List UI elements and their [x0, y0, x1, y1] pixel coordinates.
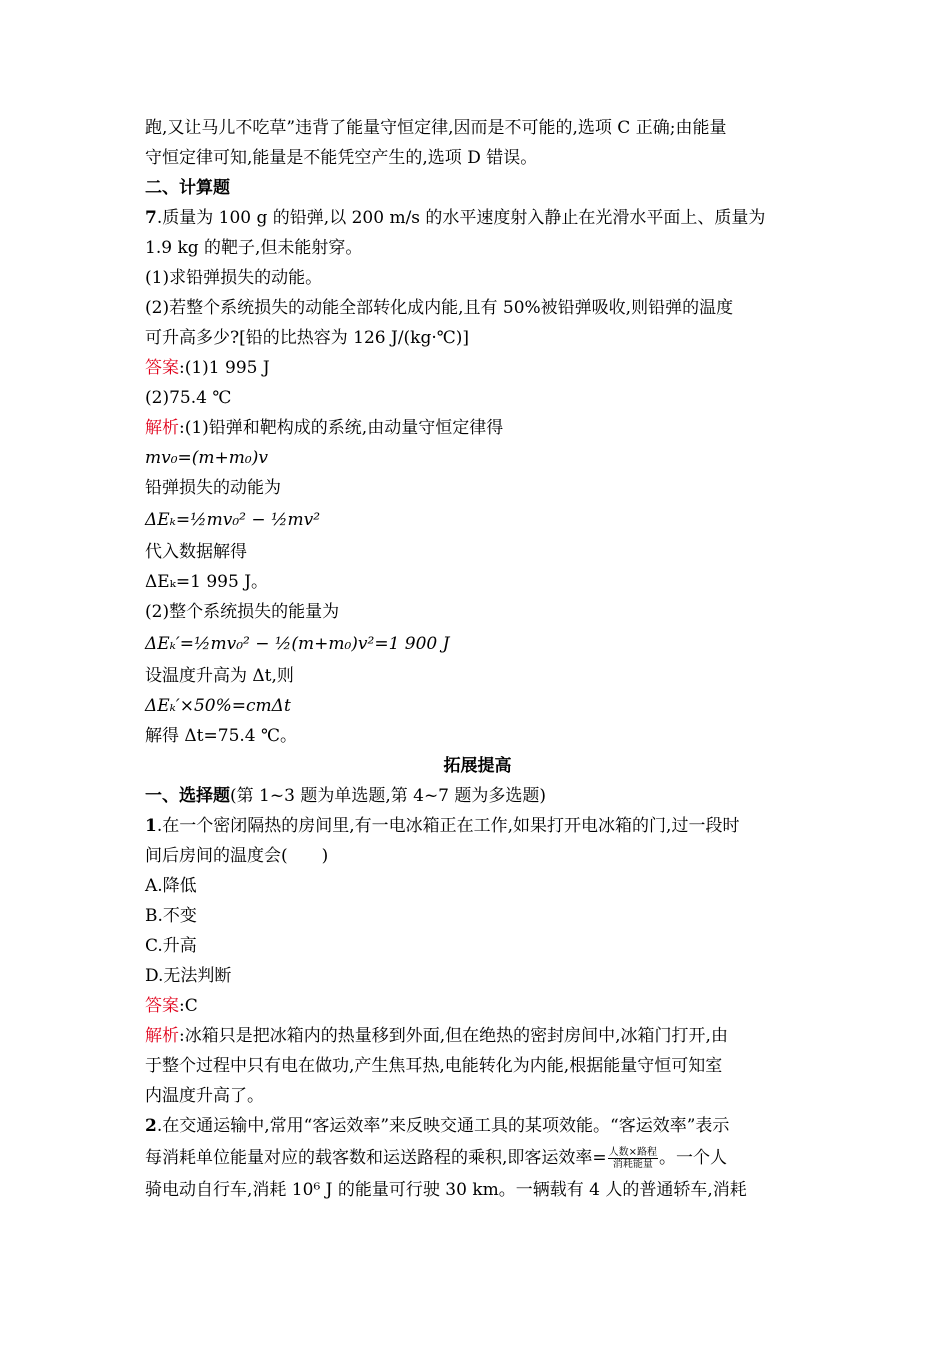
- section-heading-note: (第 1~3 题为单选题,第 4~7 题为多选题): [230, 786, 547, 806]
- text-segment: 。一个人: [659, 1148, 728, 1168]
- formula-line: ΔEₖ′=½mv₀² − ½(m+m₀)v²=1 900 J: [145, 634, 450, 654]
- section-heading-bold: 一、选择题: [145, 786, 230, 806]
- text-line: 铅弹损失的动能为: [145, 478, 281, 498]
- fraction-denominator: 消耗能量: [612, 1159, 653, 1170]
- section-heading: 二、计算题: [145, 178, 230, 198]
- analysis-text: :冰箱只是把冰箱内的热量移到外面,但在绝热的密封房间中,冰箱门打开,由: [179, 1026, 728, 1046]
- analysis-line: [145, 1021, 810, 1051]
- question-number: 2: [145, 1116, 157, 1136]
- section-title: 拓展提高: [443, 756, 512, 776]
- option-c: C.升高: [145, 936, 197, 956]
- answer-line: [145, 353, 810, 383]
- analysis-label: 解析: [145, 1026, 179, 1046]
- question-1: [145, 811, 810, 841]
- text-line: 可升高多少?[铅的比热容为 126 J/(kg·℃)]: [145, 328, 470, 348]
- question-text: .在一个密闭隔热的房间里,有一电冰箱正在工作,如果打开电冰箱的门,过一段时: [156, 816, 740, 836]
- text-line: 间后房间的温度会( ): [145, 846, 329, 866]
- section-heading: [145, 781, 810, 811]
- fraction-numerator: 人数×路程: [608, 1147, 658, 1158]
- question-text: .在交通运输中,常用“客运效率”来反映交通工具的某项效能。“客运效率”表示: [156, 1116, 730, 1136]
- fraction: [608, 1147, 658, 1170]
- text-line-with-fraction: [145, 1141, 810, 1175]
- text-line: (2)75.4 ℃: [145, 388, 232, 408]
- text-line: (2)若整个系统损失的动能全部转化成内能,且有 50%被铅弹吸收,则铅弹的温度: [145, 298, 734, 318]
- question-2: [145, 1111, 810, 1141]
- formula-line: mv₀=(m+m₀)v: [145, 448, 268, 468]
- answer-text: :(1)1 995 J: [179, 358, 270, 378]
- text-line: 代入数据解得: [145, 542, 247, 562]
- question-number: 7: [145, 208, 157, 228]
- option-a: A.降低: [145, 876, 197, 896]
- analysis-label: 解析: [145, 418, 179, 438]
- option-b: B.不变: [145, 906, 197, 926]
- text-line: 1.9 kg 的靶子,但未能射穿。: [145, 238, 363, 258]
- formula-line: ΔEₖ=½mv₀² − ½mv²: [145, 510, 321, 530]
- question-text: .质量为 100 g 的铅弹,以 200 m/s 的水平速度射入静止在光滑水平面上、质量为: [156, 208, 766, 228]
- text-segment: 每消耗单位能量对应的载客数和运送路程的乘积,即客运效率=: [145, 1148, 607, 1168]
- option-d: D.无法判断: [145, 966, 232, 986]
- formula-line: ΔEₖ′×50%=cmΔt: [145, 696, 291, 716]
- answer-line: [145, 991, 810, 1021]
- formula-line: ΔEₖ=1 995 J。: [145, 572, 269, 592]
- answer-label: 答案: [145, 358, 179, 378]
- text-line: 骑电动自行车,消耗 10⁶ J 的能量可行驶 30 km。一辆载有 4 人的普通轿车,消耗: [145, 1180, 747, 1200]
- question-number: 1: [145, 816, 157, 836]
- text-line: 跑,又让马儿不吃草”违背了能量守恒定律,因而是不可能的,选项 C 正确;由能量: [145, 118, 727, 138]
- text-line: 于整个过程中只有电在做功,产生焦耳热,电能转化为内能,根据能量守恒可知室: [145, 1056, 723, 1076]
- question-7: [145, 203, 810, 233]
- text-line: (2)整个系统损失的能量为: [145, 602, 340, 622]
- text-line: 守恒定律可知,能量是不能凭空产生的,选项 D 错误。: [145, 148, 538, 168]
- analysis-text: :(1)铅弹和靶构成的系统,由动量守恒定律得: [179, 418, 504, 438]
- text-line: 解得 Δt=75.4 ℃。: [145, 726, 298, 746]
- answer-label: 答案: [145, 996, 179, 1016]
- text-line: 内温度升高了。: [145, 1086, 264, 1106]
- text-line: 设温度升高为 Δt,则: [145, 666, 294, 686]
- document-page: [145, 113, 810, 1205]
- answer-text: :C: [179, 996, 198, 1016]
- analysis-line: [145, 413, 810, 443]
- text-line: (1)求铅弹损失的动能。: [145, 268, 323, 288]
